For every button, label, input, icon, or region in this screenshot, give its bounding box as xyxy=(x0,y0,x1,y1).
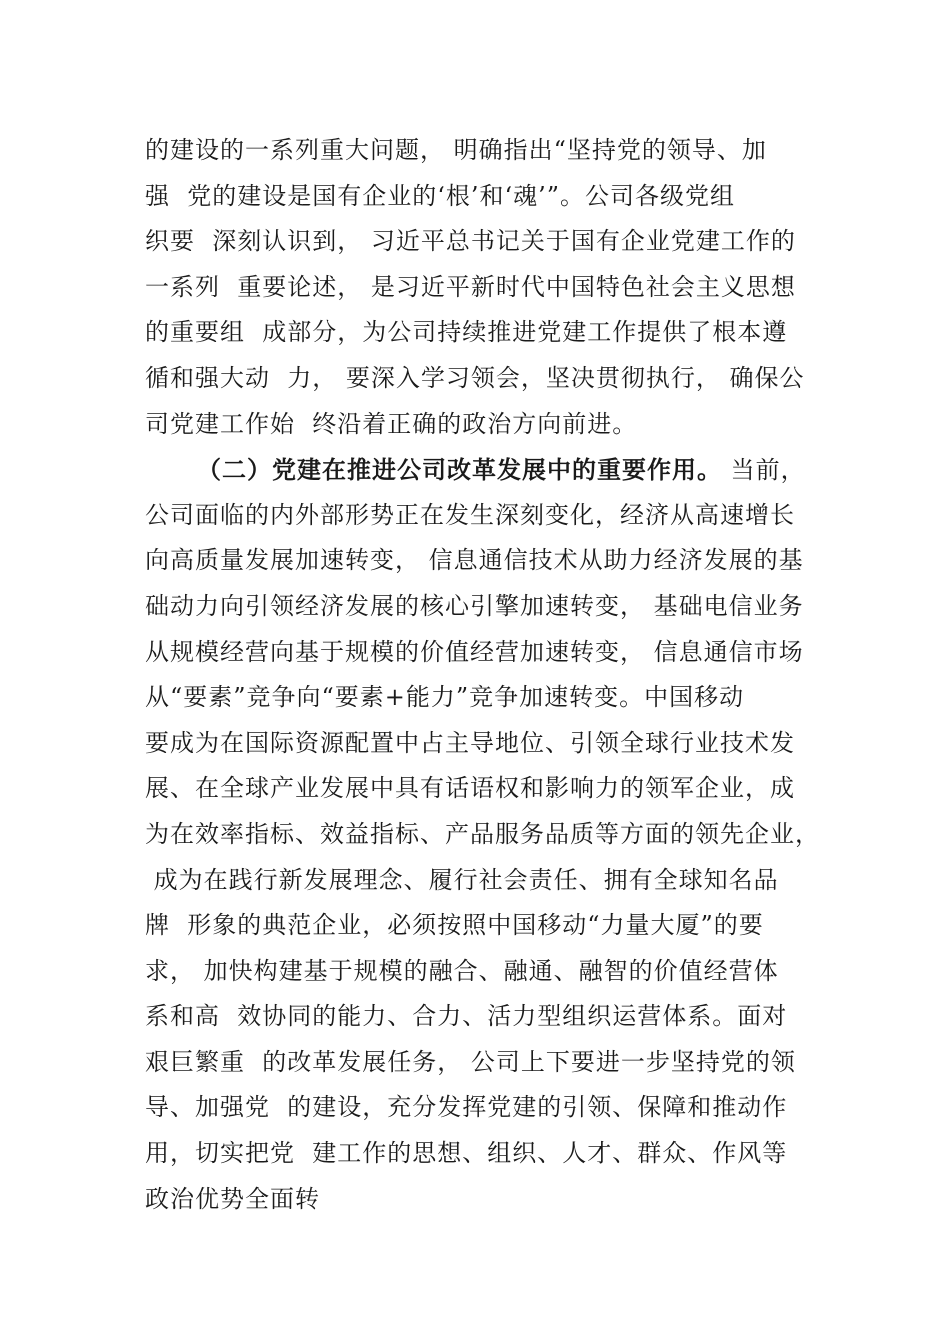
text-line: 用，切实把党 建工作的思想、组织、人才、群众、作风等 xyxy=(145,1139,788,1168)
text-line: 为在效率指标、效益指标、产品服务品质等方面的领先企业， xyxy=(145,819,820,848)
text-line: 系和高 效协同的能力、合力、活力型组织运营体系。面对 xyxy=(145,1002,788,1031)
text-line: 公司面临的内外部形势正在发生深刻变化，经济从高速增长 xyxy=(145,500,795,529)
text-line: 求， 加快构建基于规模的融合、融通、融智的价值经营体 xyxy=(145,956,779,985)
text-line: 循和强大动 力， 要深入学习领会，坚决贯彻执行， 确保公 xyxy=(145,363,805,392)
text-line: 牌 形象的典范企业，必须按照中国移动“力量大厦”的要 xyxy=(145,911,764,940)
text-line: 一系列 重要论述， 是习近平新时代中国特色社会主义思想 xyxy=(145,272,796,301)
text-line: 织要 深刻认识到， 习近平总书记关于国有企业党建工作的 xyxy=(145,227,796,256)
section-heading: （二）党建在推进公司改革发展中的重要作用。 xyxy=(197,455,722,485)
text-line: 从规模经营向基于规模的价值经营加速转变， 信息通信市场 xyxy=(145,637,804,666)
text-line: 的重要组 成部分，为公司持续推进党建工作提供了根本遵 xyxy=(145,318,788,347)
text-line: 向高质量发展加速转变， 信息通信技术从助力经济发展的基 xyxy=(145,546,804,575)
text-line: 成为在践行新发展理念、履行社会责任、拥有全球知名品 xyxy=(145,865,779,894)
text-line: 艰巨繁重 的改革发展任务， 公司上下要进一步坚持党的领 xyxy=(145,1047,796,1076)
text-line: 础动力向引领经济发展的核心引擎加速转变， 基础电信业务 xyxy=(145,591,804,620)
text-line: 展、在全球产业发展中具有话语权和影响力的领军企业，成 xyxy=(145,774,795,803)
text-line: 政治优势全面转 xyxy=(145,1184,320,1213)
text-line: 强 党的建设是国有企业的‘根’和‘魂’”。公司各级党组 xyxy=(145,181,736,210)
text-line: 司党建工作始 终沿着正确的政治方向前进。 xyxy=(145,409,638,438)
section-heading-line xyxy=(145,447,825,493)
text-line: 导、加强党 的建设，充分发挥党建的引领、保障和推动作 xyxy=(145,1093,788,1122)
body-text xyxy=(145,128,825,1222)
text-line: 的建设的一系列重大问题， 明确指出“坚持党的领导、加 xyxy=(145,136,767,164)
text-line: 从“要素”竞争向“要素+能力”竞争加速转变。中国移动 xyxy=(145,683,745,712)
text-line: 要成为在国际资源配置中占主导地位、引领全球行业技术发 xyxy=(145,728,795,757)
section-heading-tail: 当前， xyxy=(722,456,806,485)
